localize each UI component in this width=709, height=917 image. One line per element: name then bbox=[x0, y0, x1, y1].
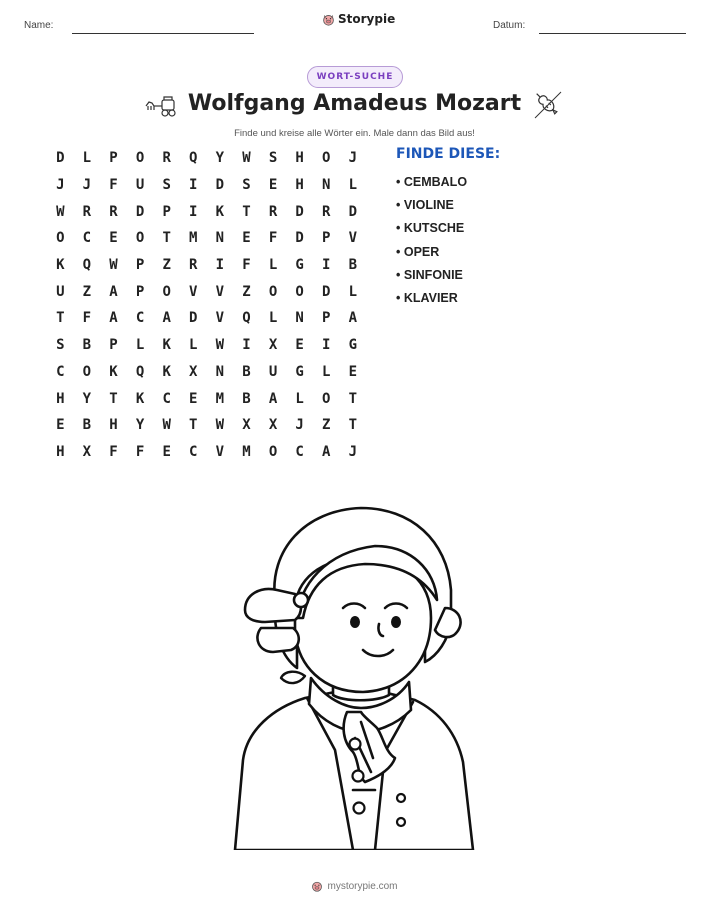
instructions: Finde und kreise alle Wörter ein. Male dann das Bild aus! bbox=[234, 128, 475, 139]
grid-cell[interactable]: I bbox=[322, 337, 331, 354]
grid-cell[interactable]: D bbox=[348, 203, 358, 220]
grid-cell[interactable]: S bbox=[56, 337, 65, 354]
grid-cell[interactable]: O bbox=[295, 283, 304, 300]
brand-name: Storypie bbox=[338, 12, 396, 26]
grid-cell[interactable]: R bbox=[82, 203, 92, 220]
grid-cell[interactable]: J bbox=[56, 177, 65, 194]
grid-cell[interactable]: H bbox=[56, 390, 65, 407]
grid-cell[interactable]: V bbox=[215, 310, 225, 327]
grid-cell[interactable]: M bbox=[189, 230, 198, 247]
grid-cell[interactable]: K bbox=[162, 337, 171, 354]
grid-cell[interactable]: Z bbox=[322, 417, 331, 434]
grid-cell[interactable]: H bbox=[295, 150, 304, 167]
grid-cell[interactable]: E bbox=[109, 230, 118, 247]
word-item: • KUTSCHE bbox=[396, 221, 465, 236]
grid-cell[interactable]: P bbox=[162, 203, 171, 220]
grid-cell[interactable]: D bbox=[135, 203, 145, 220]
grid-cell[interactable]: O bbox=[322, 150, 331, 167]
grid-cell[interactable]: P bbox=[135, 257, 145, 274]
grid-cell[interactable]: D bbox=[322, 283, 331, 300]
grid-cell[interactable]: W bbox=[215, 337, 225, 354]
grid-cell[interactable]: X bbox=[268, 337, 278, 354]
grid-cell[interactable]: T bbox=[162, 230, 171, 247]
grid-cell[interactable]: K bbox=[162, 363, 171, 380]
grid-cell[interactable]: W bbox=[109, 257, 118, 274]
grid-cell[interactable]: F bbox=[268, 230, 278, 247]
grid-cell[interactable]: O bbox=[135, 150, 145, 167]
grid-cell[interactable]: Y bbox=[215, 150, 225, 167]
grid-cell[interactable]: K bbox=[109, 363, 118, 380]
grid-cell[interactable]: P bbox=[109, 337, 118, 354]
grid-cell[interactable]: V bbox=[348, 230, 358, 247]
grid-cell[interactable]: L bbox=[82, 150, 92, 167]
grid-cell[interactable]: Z bbox=[162, 257, 171, 274]
grid-cell[interactable]: U bbox=[268, 363, 278, 380]
grid-cell[interactable]: S bbox=[268, 150, 278, 167]
grid-cell[interactable]: K bbox=[215, 203, 225, 220]
grid-cell[interactable]: W bbox=[215, 417, 225, 434]
grid-cell[interactable]: R bbox=[109, 203, 118, 220]
grid-cell[interactable]: L bbox=[135, 337, 145, 354]
grid-cell[interactable]: W bbox=[242, 150, 251, 167]
footer bbox=[0, 880, 709, 892]
grid-cell[interactable]: J bbox=[295, 417, 304, 434]
grid-cell[interactable]: L bbox=[322, 363, 331, 380]
grid-cell[interactable]: R bbox=[322, 203, 331, 220]
grid-cell[interactable]: B bbox=[82, 417, 92, 434]
grid-cell[interactable]: E bbox=[162, 443, 171, 460]
word-search-grid[interactable] bbox=[47, 145, 366, 465]
grid-cell[interactable]: L bbox=[348, 177, 358, 194]
word-item: • SINFONIE bbox=[396, 267, 463, 282]
grid-cell[interactable]: F bbox=[82, 310, 92, 327]
grid-cell[interactable]: N bbox=[295, 310, 304, 327]
grid-cell[interactable]: A bbox=[109, 310, 118, 327]
grid-cell[interactable]: A bbox=[268, 390, 278, 407]
storypie-pig-icon bbox=[322, 13, 335, 26]
grid-cell[interactable]: Q bbox=[242, 310, 251, 327]
word-list bbox=[396, 170, 467, 310]
grid-cell[interactable]: B bbox=[348, 257, 358, 274]
grid-cell[interactable]: C bbox=[162, 390, 171, 407]
grid-cell[interactable]: W bbox=[162, 417, 171, 434]
grid-cell[interactable]: L bbox=[268, 310, 278, 327]
grid-cell[interactable]: I bbox=[322, 257, 331, 274]
grid-cell[interactable]: O bbox=[56, 230, 65, 247]
grid-cell[interactable]: T bbox=[109, 390, 118, 407]
grid-cell[interactable]: E bbox=[348, 363, 358, 380]
grid-cell[interactable]: O bbox=[268, 443, 278, 460]
grid-cell[interactable]: R bbox=[162, 150, 171, 167]
grid-cell[interactable]: E bbox=[268, 177, 278, 194]
grid-cell[interactable]: V bbox=[189, 283, 198, 300]
grid-cell[interactable]: X bbox=[189, 363, 198, 380]
grid-cell[interactable]: G bbox=[348, 337, 358, 354]
grid-cell[interactable]: E bbox=[189, 390, 198, 407]
grid-cell[interactable]: I bbox=[215, 257, 225, 274]
grid-cell[interactable]: C bbox=[56, 363, 65, 380]
name-line[interactable] bbox=[72, 33, 254, 34]
mozart-coloring-illustration[interactable] bbox=[225, 490, 485, 850]
grid-cell[interactable]: B bbox=[82, 337, 92, 354]
grid-cell[interactable]: A bbox=[109, 283, 118, 300]
grid-cell[interactable]: I bbox=[189, 177, 198, 194]
grid-cell[interactable]: V bbox=[215, 443, 225, 460]
grid-cell[interactable]: C bbox=[82, 230, 92, 247]
word-item: • KLAVIER bbox=[396, 291, 458, 306]
grid-cell[interactable]: J bbox=[348, 443, 358, 460]
storypie-pig-icon bbox=[311, 880, 323, 892]
grid-cell[interactable]: H bbox=[109, 417, 118, 434]
grid-cell[interactable]: K bbox=[56, 257, 65, 274]
name-label: Name: bbox=[24, 20, 54, 31]
grid-cell[interactable]: O bbox=[135, 230, 145, 247]
grid-cell[interactable]: T bbox=[348, 390, 358, 407]
grid-cell[interactable]: P bbox=[322, 310, 331, 327]
grid-cell[interactable]: C bbox=[189, 443, 198, 460]
grid-cell[interactable]: T bbox=[189, 417, 198, 434]
footer-url[interactable]: mystorypie.com bbox=[327, 880, 398, 892]
grid-cell[interactable]: Z bbox=[242, 283, 251, 300]
grid-cell[interactable]: O bbox=[268, 283, 278, 300]
grid-cell[interactable]: P bbox=[135, 283, 145, 300]
grid-cell[interactable]: J bbox=[348, 150, 358, 167]
grid-cell[interactable]: T bbox=[242, 203, 251, 220]
grid-cell[interactable]: G bbox=[295, 257, 304, 274]
grid-cell[interactable]: E bbox=[56, 417, 65, 434]
grid-cell[interactable]: W bbox=[56, 203, 65, 220]
word-item: • OPER bbox=[396, 244, 440, 259]
grid-cell[interactable]: N bbox=[322, 177, 331, 194]
grid-cell[interactable]: R bbox=[268, 203, 278, 220]
activity-badge: WORT-SUCHE bbox=[307, 66, 403, 88]
grid-cell[interactable]: H bbox=[56, 443, 65, 460]
grid-cell[interactable]: A bbox=[162, 310, 171, 327]
grid-cell[interactable]: O bbox=[82, 363, 92, 380]
grid-cell[interactable]: K bbox=[135, 390, 145, 407]
grid-cell[interactable]: B bbox=[242, 390, 251, 407]
grid-cell[interactable]: H bbox=[295, 177, 304, 194]
grid-cell[interactable]: N bbox=[215, 230, 225, 247]
grid-cell[interactable]: Z bbox=[82, 283, 92, 300]
grid-cell[interactable]: F bbox=[135, 443, 145, 460]
grid-cell[interactable]: S bbox=[242, 177, 251, 194]
word-item: • VIOLINE bbox=[396, 197, 454, 212]
violin-icon bbox=[531, 88, 565, 122]
grid-cell[interactable]: Q bbox=[82, 257, 92, 274]
grid-cell[interactable]: X bbox=[242, 417, 251, 434]
grid-cell[interactable]: B bbox=[242, 363, 251, 380]
grid-cell[interactable]: P bbox=[109, 150, 118, 167]
grid-cell[interactable]: L bbox=[348, 283, 358, 300]
grid-cell[interactable]: X bbox=[82, 443, 92, 460]
grid-cell[interactable]: M bbox=[242, 443, 251, 460]
grid-cell[interactable]: Q bbox=[135, 363, 145, 380]
grid-cell[interactable]: F bbox=[109, 443, 118, 460]
grid-cell[interactable]: U bbox=[135, 177, 145, 194]
grid-cell[interactable]: X bbox=[268, 417, 278, 434]
grid-cell[interactable]: E bbox=[295, 337, 304, 354]
grid-cell[interactable]: I bbox=[189, 203, 198, 220]
grid-cell[interactable]: P bbox=[322, 230, 331, 247]
grid-cell[interactable]: R bbox=[189, 257, 198, 274]
grid-cell[interactable]: A bbox=[322, 443, 331, 460]
grid-cell[interactable]: T bbox=[56, 310, 65, 327]
grid-cell[interactable]: I bbox=[242, 337, 251, 354]
word-list-title: FINDE DIESE: bbox=[396, 146, 501, 162]
grid-cell[interactable]: O bbox=[322, 390, 331, 407]
grid-cell[interactable]: C bbox=[135, 310, 145, 327]
grid-cell[interactable]: Y bbox=[82, 390, 92, 407]
grid-cell[interactable]: J bbox=[82, 177, 92, 194]
grid-cell[interactable]: F bbox=[242, 257, 251, 274]
grid-cell[interactable]: N bbox=[215, 363, 225, 380]
word-item: • CEMBALO bbox=[396, 174, 468, 189]
grid-cell[interactable]: F bbox=[109, 177, 118, 194]
grid-cell[interactable]: D bbox=[215, 177, 225, 194]
date-label: Datum: bbox=[493, 20, 526, 31]
grid-cell[interactable]: M bbox=[215, 390, 225, 407]
grid-cell[interactable]: G bbox=[295, 363, 304, 380]
brand-logo bbox=[322, 12, 395, 26]
grid-cell[interactable]: L bbox=[189, 337, 198, 354]
grid-cell[interactable]: O bbox=[162, 283, 171, 300]
grid-cell[interactable]: L bbox=[268, 257, 278, 274]
grid-cell[interactable]: Y bbox=[135, 417, 145, 434]
grid-cell[interactable]: D bbox=[295, 230, 304, 247]
grid-cell[interactable]: Q bbox=[189, 150, 198, 167]
grid-cell[interactable]: D bbox=[56, 150, 65, 167]
grid-cell[interactable]: C bbox=[295, 443, 304, 460]
date-line[interactable] bbox=[539, 33, 686, 34]
grid-cell[interactable]: T bbox=[348, 417, 358, 434]
grid-cell[interactable]: E bbox=[242, 230, 251, 247]
grid-cell[interactable]: D bbox=[295, 203, 304, 220]
grid-cell[interactable]: D bbox=[189, 310, 198, 327]
page-title: Wolfgang Amadeus Mozart bbox=[187, 91, 522, 116]
grid-cell[interactable]: V bbox=[215, 283, 225, 300]
grid-cell[interactable]: U bbox=[56, 283, 65, 300]
grid-cell[interactable]: L bbox=[295, 390, 304, 407]
grid-cell[interactable]: S bbox=[162, 177, 171, 194]
grid-cell[interactable]: A bbox=[348, 310, 358, 327]
